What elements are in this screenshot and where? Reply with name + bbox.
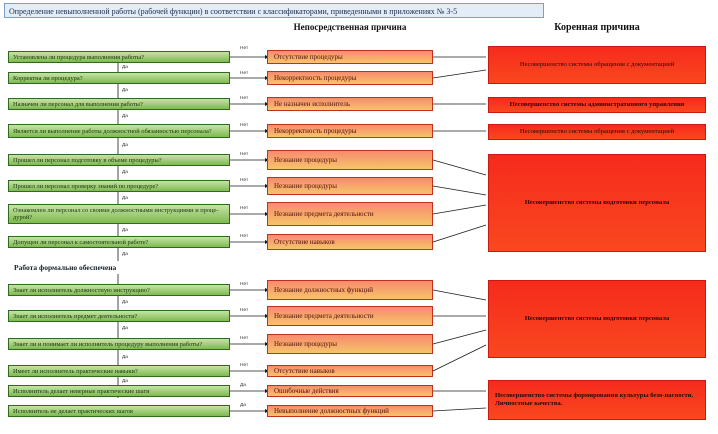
no-label: Нет xyxy=(240,123,249,128)
page-title: Определение невыполненной работы (рабочей функции) в соответствии с классификаторами, приведенными в приложениях № 3-5 xyxy=(4,3,544,18)
root-cause-box: Несовершенство системы административного управления xyxy=(488,97,706,113)
yes-label: Да xyxy=(240,383,246,388)
root-cause-box: Несовершенство системы подготовки персонала xyxy=(488,154,706,252)
immediate-cause-box: Незнание предмета деятельности xyxy=(267,202,433,226)
immediate-cause-box: Незнание предмета деятельности xyxy=(267,306,433,326)
immediate-cause-box: Незнание процедуры xyxy=(267,150,433,170)
question-box: Корректна ли процедура? xyxy=(8,72,230,84)
question-box: Ознакомлен ли персонал со своими должностными инструкциями и проце-дурой? xyxy=(8,204,230,224)
root-cause-box: Несовершенство системы подготовки персонала xyxy=(488,280,706,358)
no-label: Нет xyxy=(240,46,249,51)
yes-label: Да xyxy=(122,88,128,93)
root-cause-text: Личностные качества. xyxy=(495,400,563,407)
question-box: Исполнитель делает неверные практические шаги xyxy=(8,385,230,397)
question-box: Установлена ли процедура выполнения работы? xyxy=(8,51,230,63)
question-box: Назначен ли персонал для выполнения работы? xyxy=(8,98,230,110)
immediate-cause-box: Отсутствие навыков xyxy=(267,365,433,377)
immediate-cause-box: Незнание должностных функций xyxy=(267,280,433,300)
no-label: Нет xyxy=(240,178,249,183)
root-cause-box: Несовершенство системы обращения с документацией xyxy=(488,124,706,140)
yes-label: Да xyxy=(122,228,128,233)
root-cause-box xyxy=(488,380,706,420)
yes-label: Да xyxy=(122,65,128,70)
immediate-cause-box: Отсутствие процедуры xyxy=(267,50,433,64)
no-label: Нет xyxy=(240,282,249,287)
no-label: Нет xyxy=(240,234,249,239)
no-label: Нет xyxy=(240,71,249,76)
root-cause-text: Несовершенство системы формирования культуры безо-пасности. xyxy=(495,392,694,399)
yes-label: Да xyxy=(122,114,128,119)
immediate-cause-box: Незнание процедуры xyxy=(267,177,433,195)
immediate-cause-box: Отсутствие навыков xyxy=(267,234,433,250)
question-box: Знает ли исполнитель должностную инструкцию? xyxy=(8,284,230,296)
no-label: Нет xyxy=(240,336,249,341)
question-box: Знает ли исполнитель предмет деятельности? xyxy=(8,310,230,322)
question-box: Исполнитель не делает практических шагов xyxy=(8,405,230,417)
yes-label: Да xyxy=(122,196,128,201)
question-box: Допущен ли персонал к самостоятельной работе? xyxy=(8,236,230,248)
yes-label: Да xyxy=(122,355,128,360)
yes-label: Да xyxy=(122,326,128,331)
no-label: Нет xyxy=(240,363,249,368)
immediate-cause-box: Незнание процедуры xyxy=(267,334,433,354)
no-label: Нет xyxy=(240,152,249,157)
yes-label: Да xyxy=(122,143,128,148)
no-label: Нет xyxy=(240,96,249,101)
header-root-cause: Коренная причина xyxy=(554,22,640,33)
question-box: Прошел ли персонал подготовку в объеме процедуры? xyxy=(8,154,230,166)
yes-label: Да xyxy=(122,300,128,305)
immediate-cause-box: Некорректность процедуры xyxy=(267,124,433,138)
immediate-cause-box: Некорректность процедуры xyxy=(267,71,433,85)
immediate-cause-box: Не назначен исполнитель xyxy=(267,97,433,111)
no-label: Нет xyxy=(240,206,249,211)
immediate-cause-box: Ошибочные действия xyxy=(267,385,433,397)
immediate-cause-box: Невыполнение должностных функций xyxy=(267,405,433,417)
root-cause-box: Несовершенство системы обращения с документацией xyxy=(488,46,706,84)
question-box: Знает ли и понимает ли исполнитель процедуру выполнения работы? xyxy=(8,338,230,350)
question-box: Прошел ли персонал проверку знаний по процедуре? xyxy=(8,180,230,192)
question-box: Имеет ли исполнитель практические навыки? xyxy=(8,365,230,377)
yes-label: Да xyxy=(122,379,128,384)
header-immediate-cause: Непосредственная причина xyxy=(293,22,407,32)
section-label: Работа формально обеспечена xyxy=(14,263,117,272)
yes-label: Да xyxy=(240,403,246,408)
yes-label: Да xyxy=(122,170,128,175)
question-box: Является ли выполнение работы должностной обязанностью персонала? xyxy=(8,124,230,138)
no-label: Нет xyxy=(240,308,249,313)
yes-label: Да xyxy=(122,252,128,257)
